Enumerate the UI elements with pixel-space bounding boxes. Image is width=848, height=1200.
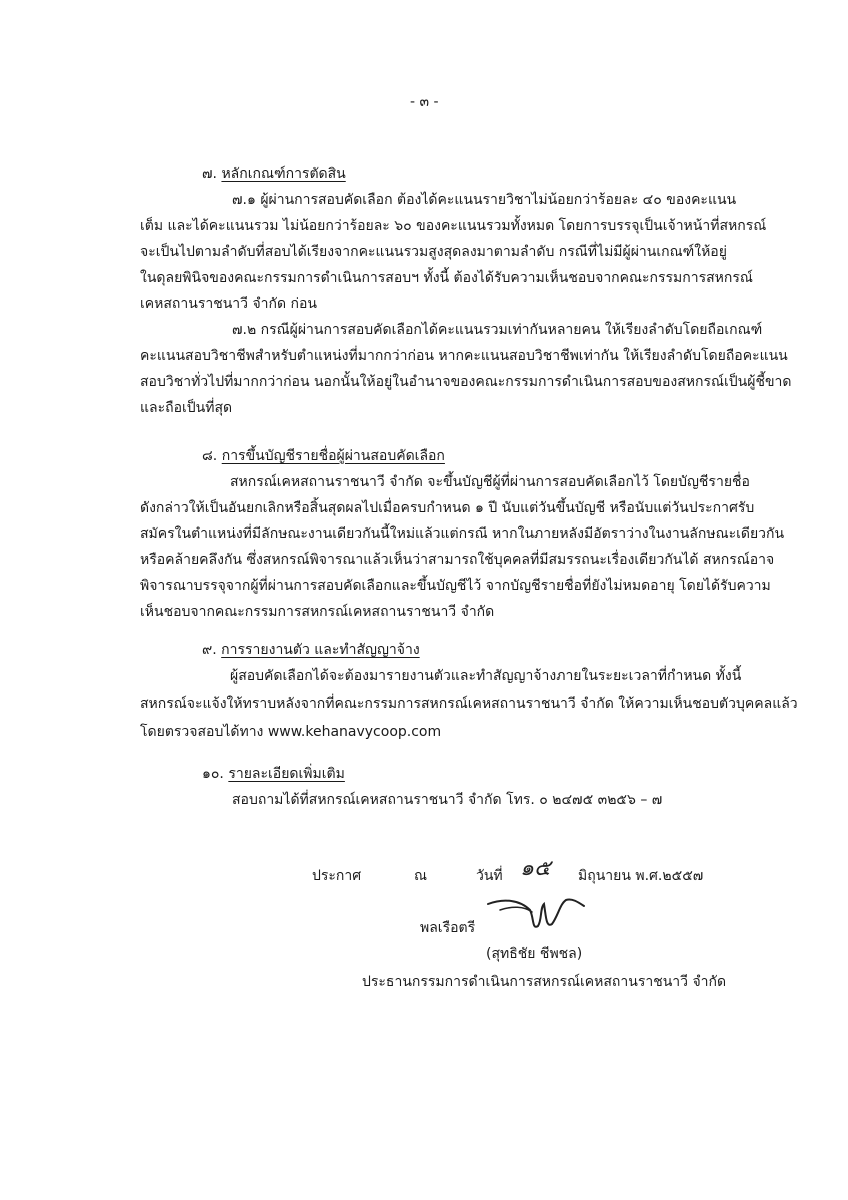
- section-8-heading: [202, 446, 445, 466]
- section-10-number: ๑๐.: [202, 766, 224, 782]
- s7-p1-line: จะเป็นไปตามลำดับที่สอบได้เรียงจากคะแนนรวมสูงสุดลงมาตามลำดับ กรณีที่ไม่มีผู้ผ่านเกณฑ์ให้อยู่: [140, 244, 727, 260]
- s7-p1-line: ในดุลยพินิจของคณะกรรมการดำเนินการสอบฯ ทั้งนี้ ต้องได้รับความเห็นชอบจากคณะกรรมการสหกรณ์: [140, 270, 753, 286]
- signature-name: (สุทธิชัย ชีพชล): [486, 946, 583, 962]
- signature-rank: พลเรือตรี: [420, 920, 476, 936]
- s9-p1-line: ผู้สอบคัดเลือกได้จะต้องมารายงานตัวและทำสัญญาจ้างภายในระยะเวลาที่กำหนด ทั้งนี้: [230, 668, 742, 684]
- s8-p1-line: ดังกล่าวให้เป็นอันยกเลิกหรือสิ้นสุดผลไปเมื่อครบกำหนด ๑ ปี นับแต่วันขึ้นบัญชี หรือนับแต่วันประกาศรับ: [140, 500, 755, 516]
- s10-p1-line: สอบถามได้ที่สหกรณ์เคหสถานราชนาวี จำกัด โทร. ๐ ๒๔๗๕ ๓๒๕๖ – ๗: [232, 792, 663, 808]
- s7-p2-line: และถือเป็นที่สุด: [140, 400, 233, 416]
- s8-p1-line: พิจารณาบรรจุจากผู้ที่ผ่านการสอบคัดเลือกและขึ้นบัญชีไว้ จากบัญชีรายชื่อที่ยังไม่หมดอายุ โดยได้รับความ: [140, 578, 771, 594]
- s8-p1-line: สหกรณ์เคหสถานราชนาวี จำกัด จะขึ้นบัญชีผู้ที่ผ่านการสอบคัดเลือกไว้ โดยบัญชีรายชื่อ: [230, 474, 750, 490]
- section-10-heading: [202, 764, 345, 784]
- announcement-prakat: ประกาศ: [312, 868, 362, 884]
- s7-p1-line: เต็ม และได้คะแนนรวม ไม่น้อยกว่าร้อยละ ๖๐ ของคะแนนรวมทั้งหมด โดยการบรรจุเป็นเจ้าหน้าที่สหกรณ์: [140, 218, 767, 234]
- s9-p1-line: สหกรณ์จะแจ้งให้ทราบหลังจากที่คณะกรรมการสหกรณ์เคหสถานราชนาวี จำกัด ให้ความเห็นชอบตัวบุคคลแล้ว: [140, 696, 798, 712]
- announcement-na: ณ: [414, 868, 427, 884]
- s8-p1-line: เห็นชอบจากคณะกรรมการสหกรณ์เคหสถานราชนาวี จำกัด: [140, 604, 495, 620]
- s7-p2-line: สอบวิชาทั่วไปที่มากกว่าก่อน นอกนั้นให้อยู่ในอำนาจของคณะกรรมการดำเนินการสอบของสหกรณ์เป็นผู้ชี้ขาด: [140, 374, 792, 390]
- page-number: - ๓ -: [410, 94, 439, 110]
- s8-p1-line: หรือคล้ายคลึงกัน ซึ่งสหกรณ์พิจารณาแล้วเห็นว่าสามารถใช้บุคคลที่มีสมรรถนะเรื่องเดียวกันได้ สหกรณ์อาจ: [140, 552, 775, 568]
- section-7-number: ๗.: [202, 166, 217, 182]
- signature-position: ประธานกรรมการดำเนินการสหกรณ์เคหสถานราชนาวี จำกัด: [362, 974, 727, 990]
- s7-p2-line: ๗.๒ กรณีผู้ผ่านการสอบคัดเลือกได้คะแนนรวมเท่ากันหลายคน ให้เรียงลำดับโดยถือเกณฑ์: [232, 322, 763, 338]
- s7-p2-line: คะแนนสอบวิชาชีพสำหรับตำแหน่งที่มากกว่าก่อน หากคะแนนสอบวิชาชีพเท่ากัน ให้เรียงลำดับโดยถือคะแนน: [140, 348, 788, 364]
- s9-p1-line: โดยตรวจสอบได้ทาง www.kehanavycoop.com: [140, 724, 442, 740]
- s7-p1-line: ๗.๑ ผู้ผ่านการสอบคัดเลือก ต้องได้คะแนนรายวิชาไม่น้อยกว่าร้อยละ ๔๐ ของคะแนน: [232, 192, 737, 208]
- section-7-heading: [202, 164, 346, 184]
- section-9-number: ๙.: [202, 642, 217, 658]
- section-8-number: ๘.: [202, 448, 218, 464]
- section-9-title: การรายงานตัว และทำสัญญาจ้าง: [221, 642, 420, 658]
- handwritten-day: ๑๕: [520, 856, 551, 881]
- s8-p1-line: สมัครในตำแหน่งที่มีลักษณะงานเดียวกันนี้ใหม่แล้วแต่กรณี หากในภายหลังมีอัตราว่างในงานลักษณะเดียวกัน: [140, 526, 785, 542]
- section-8-title: การขึ้นบัญชีรายชื่อผู้ผ่านสอบคัดเลือก: [221, 448, 445, 464]
- section-7-title: หลักเกณฑ์การตัดสิน: [221, 166, 346, 182]
- s7-p1-line: เคหสถานราชนาวี จำกัด ก่อน: [140, 296, 317, 312]
- handwritten-signature: [480, 880, 590, 940]
- section-9-heading: [202, 640, 420, 660]
- announcement-month-year: มิถุนายน พ.ศ.๒๕๕๗: [578, 868, 704, 884]
- section-10-title: รายละเอียดเพิ่มเติม: [228, 766, 345, 782]
- announcement-wan-thi: วันที่: [476, 868, 503, 884]
